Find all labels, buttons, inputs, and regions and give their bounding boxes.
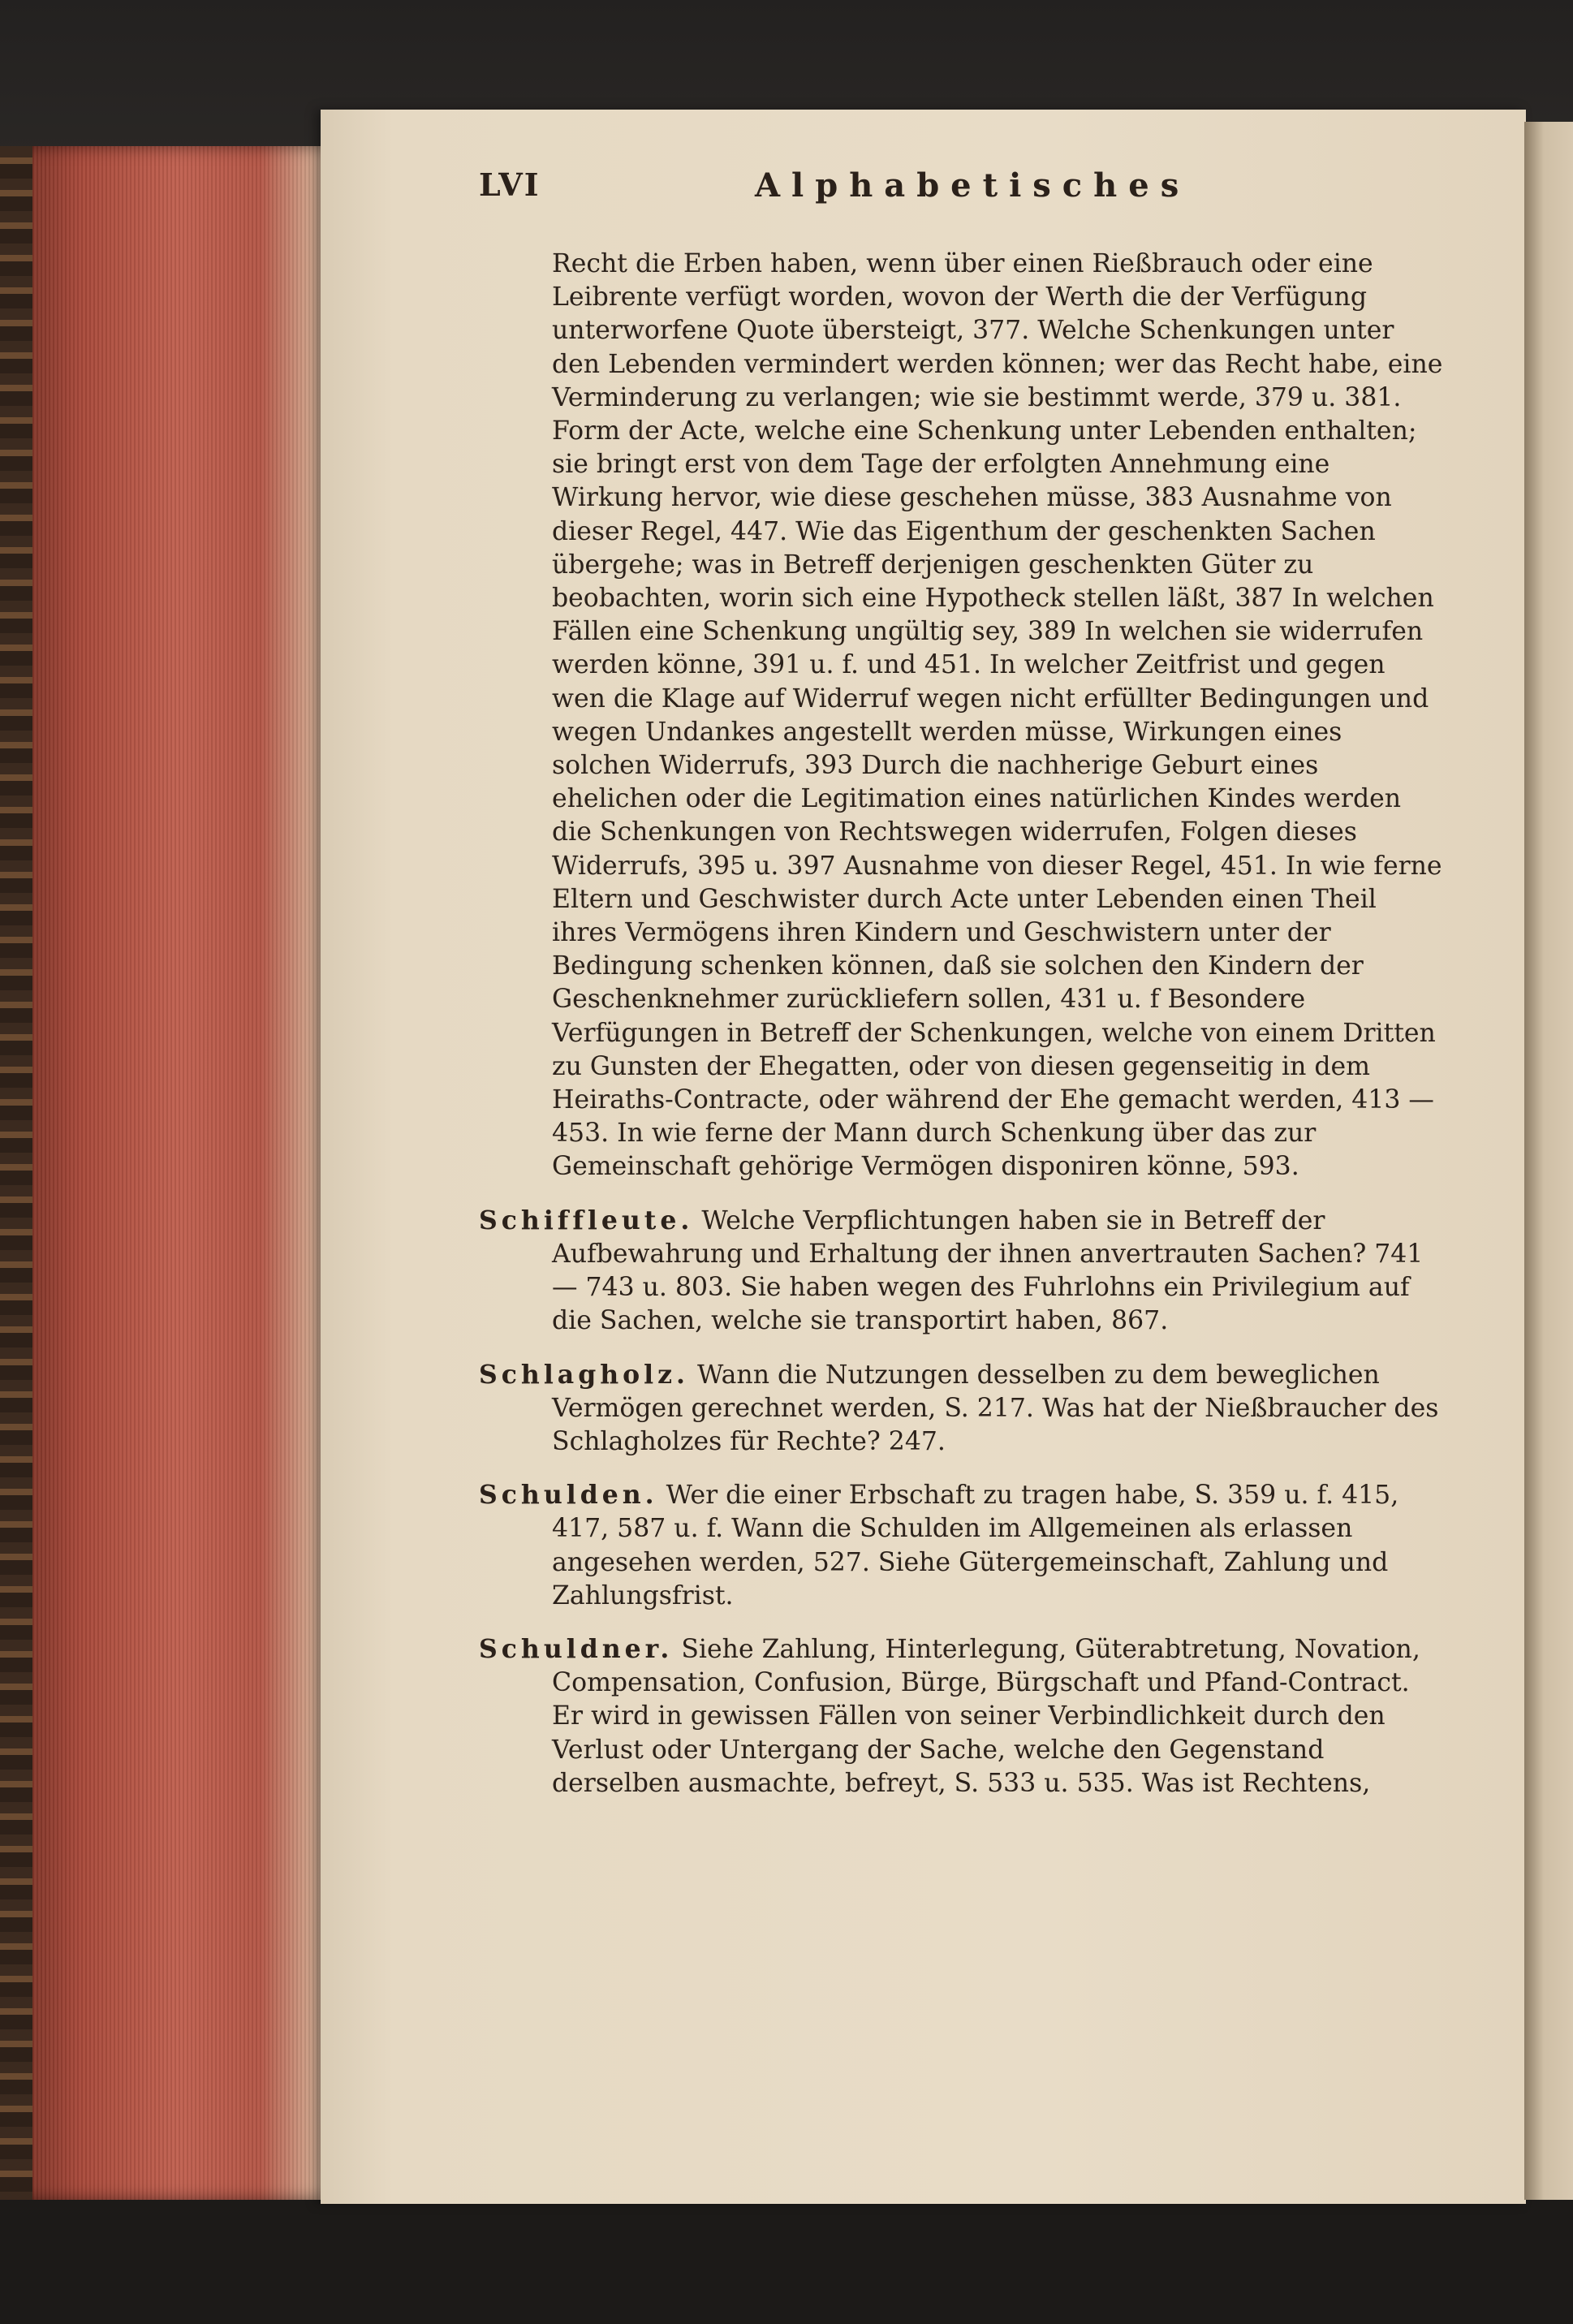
entry-text: Welche Verpflichtungen haben sie in Betreff der Aufbewahrung und Erhaltung der ihnen anvertrauten Sachen? 741 — 743 u. 803. Sie haben wegen des Fuhrlohns ein Privilegium auf die Sachen, welche sie transportirt haben, 867. [552, 1205, 1424, 1336]
entry-text: Wann die Nutzungen desselben zu dem beweglichen Vermögen gerechnet werden, S. 217. Was hat der Nießbraucher des Schlagholzes für Rechte? 247. [552, 1360, 1439, 1456]
entry-text: Recht die Erben haben, wenn über einen Rießbrauch oder eine Leibrente verfügt worden, wovon der Werth die der Verfügung unterworfene Quote übersteigt, 377. Welche Schenkungen unter den Lebenden vermindert werden können; wer das Recht habe, eine Verminderung zu verlangen; wie sie bestimmt werde, 379 u. 381. Form der Acte, welche eine Schenkung unter Lebenden enthalten; sie bringt erst von dem Tage der erfolgten Annehmung eine Wirkung hervor, wie diese geschehen müsse, 383 Ausnahme von dieser Regel, 447. Wie das Eigenthum der geschenkten Sachen übergehe; was in Betreff derjenigen geschenkten Güter zu beobachten, worin sich eine Hypotheck stellen läßt, 387 In welchen Fällen eine Schenkung ungültig sey, 389 In welchen sie widerrufen werden könne, 391 u. f. und 451. In welcher Zeitfrist und gegen wen die Klage auf Widerruf wegen nicht erfüllter Bedingungen und wegen Undankes angestellt werden müsse, Wirkungen eines solchen Widerrufs, 393 Durch die nachherige Geburt eines ehelichen oder die Legitimation eines natürlichen Kindes werden die Schenkungen von Rechtswegen widerrufen, Folgen dieses Widerrufs, 395 u. 397 Ausnahme von dieser Regel, 451. In wie ferne Eltern und Geschwister durch Acte unter Lebenden einen Theil ihres Vermögens ihren Kindern und Geschwistern unter der Bedingung schenken können, daß sie solchen den Kindern der Geschenknehmer zurückliefern sollen, 431 u. f Besondere Verfügungen in Betreff der Schenkungen, welche von einem Dritten zu Gunsten der Ehegatten, oder von diesen gegenseitig in dem Heiraths-Contracte, oder während der Ehe gemacht werden, 413 — 453. In wie ferne der Mann durch Schenkung über das zur Gemeinschaft gehörige Vermögen disponiren könne, 593. [552, 249, 1443, 1182]
index-entry-schiffleute [479, 1204, 1445, 1339]
index-entry-schulden [479, 1478, 1445, 1613]
page-header [479, 166, 1445, 215]
facing-page-edge [1524, 122, 1573, 2200]
entry-text: Wer die einer Erbschaft zu tragen habe, S. 359 u. f. 415, 417, 587 u. f. Wann die Schulden im Allgemeinen als erlassen angesehen werden, 527. Siehe Gütergemeinschaft, Zahlung und Zahlungsfrist. [552, 1481, 1399, 1610]
book-page-edges [0, 146, 325, 2200]
page-content [479, 166, 1445, 1800]
index-entry-continuation [479, 248, 1445, 1184]
index-entry-schuldner [479, 1632, 1445, 1800]
entry-headword: Schlagholz. [479, 1359, 689, 1390]
running-title: Alphabetisches [755, 166, 1191, 205]
entry-headword: Schulden. [479, 1480, 658, 1511]
entry-headword: Schuldner. [479, 1633, 674, 1664]
page-number: LVI [479, 166, 541, 203]
index-entry-schlagholz [479, 1358, 1445, 1460]
entry-text: Siehe Zahlung, Hinterlegung, Güterabtretung, Novation, Compensation, Confusion, Bürge, Bürgschaft und Pfand-Contract. Er wird in gewissen Fällen von seiner Verbindlichkeit durch den Verlust oder Untergang der Sache, welche den Gegenstand derselben ausmachte, befreyt, S. 533 u. 535. Was ist Rechtens, [552, 1634, 1420, 1798]
book-cover-edge [0, 146, 32, 2200]
entry-headword: Schiffleute. [479, 1205, 694, 1235]
